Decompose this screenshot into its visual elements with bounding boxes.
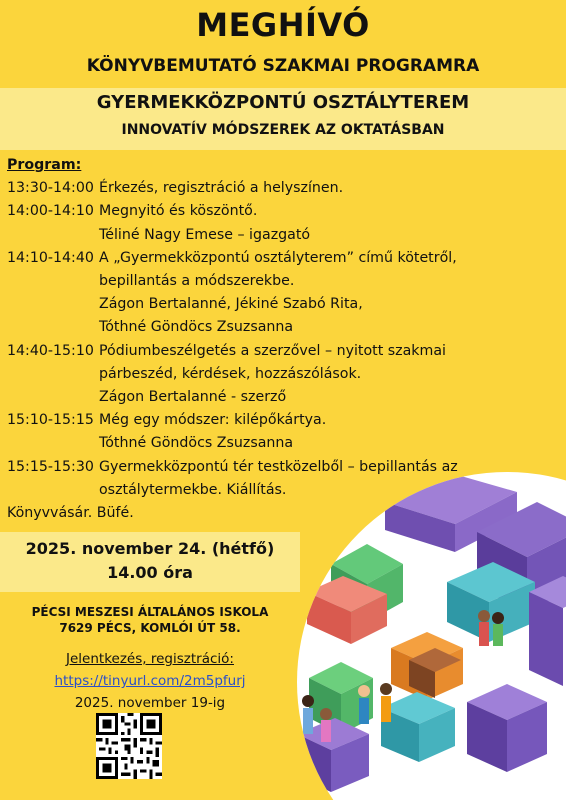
block-purple-tall: [529, 576, 566, 686]
program-time: 15:10-15:15: [7, 412, 94, 429]
program-item: [7, 177, 557, 200]
program-desc: Megnyitó és köszöntő.: [99, 203, 258, 220]
program-time: 15:15-15:30: [7, 458, 94, 475]
event-time: 14.00 óra: [107, 563, 193, 582]
program-item: [7, 409, 557, 432]
venue-address: 7629 PÉCS, KOMLÓI ÚT 58.: [59, 621, 241, 635]
program-closing: Könyvvásár. Büfé.: [7, 505, 134, 522]
qr-code-icon[interactable]: [96, 713, 162, 779]
program-speaker: Tóthné Göndöcs Zsuzsanna: [99, 435, 294, 452]
program-desc-cont: párbeszéd, kérdések, hozzászólások.: [99, 365, 362, 382]
registration-deadline: 2025. november 19-ig: [74, 695, 226, 711]
invitation-subtitle: KÖNYVBEMUTATÓ SZAKMAI PROGRAMRA: [86, 56, 480, 76]
program-desc-cont: bepillantás a módszerekbe.: [99, 273, 295, 290]
program-speaker: Zágon Bertalanné - szerző: [99, 389, 287, 406]
registration-link[interactable]: https://tinyurl.com/2m5pfurj: [54, 673, 246, 689]
program-speaker: Tóthné Göndöcs Zsuzsanna: [99, 319, 294, 336]
book-title-band: [0, 88, 566, 150]
venue-block: [0, 604, 300, 636]
program-item: [7, 340, 557, 363]
block-purple-bottom-right: [467, 684, 547, 772]
block-teal-bottom: [381, 692, 455, 762]
program-item: [7, 247, 557, 270]
program-time: 14:40-15:10: [7, 342, 94, 359]
program-heading: Program:: [7, 157, 82, 173]
program-desc: Gyermekközpontú tér testközelből – bepillantás az: [99, 458, 458, 475]
program-desc-cont: osztálytermekbe. Kiállítás.: [99, 481, 287, 498]
registration-label: Jelentkezés, regisztráció:: [66, 651, 234, 667]
event-date-band: [0, 532, 300, 592]
program-time: 13:30-14:00: [7, 180, 94, 197]
book-subtitle: INNOVATÍV MÓDSZEREK AZ OKTATÁSBAN: [121, 122, 445, 138]
event-date: 2025. november 24. (hétfő): [25, 539, 275, 558]
program-item: [7, 456, 557, 479]
venue-name: PÉCSI MESZESI ÁLTALÁNOS ISKOLA: [31, 605, 269, 619]
program-time: 14:00-14:10: [7, 203, 94, 220]
invitation-title: MEGHÍVÓ: [196, 6, 370, 44]
program-section: [7, 154, 557, 525]
program-desc: Még egy módszer: kilépőkártya.: [99, 412, 327, 429]
program-desc: A „Gyermekközpontú osztályterem” című kötetről,: [99, 249, 457, 266]
program-speaker: Téliné Nagy Emese – igazgató: [99, 226, 311, 243]
registration-block: [0, 648, 300, 714]
program-desc: Érkezés, regisztráció a helyszínen.: [99, 180, 344, 197]
program-speaker: Zágon Bertalanné, Jékiné Szabó Rita,: [99, 296, 363, 313]
book-title: GYERMEKKÖZPONTÚ OSZTÁLYTEREM: [96, 92, 470, 113]
program-time: 14:10-14:40: [7, 249, 94, 266]
program-item: [7, 200, 557, 223]
program-desc: Pódiumbeszélgetés a szerzővel – nyitott szakmai: [99, 342, 446, 359]
